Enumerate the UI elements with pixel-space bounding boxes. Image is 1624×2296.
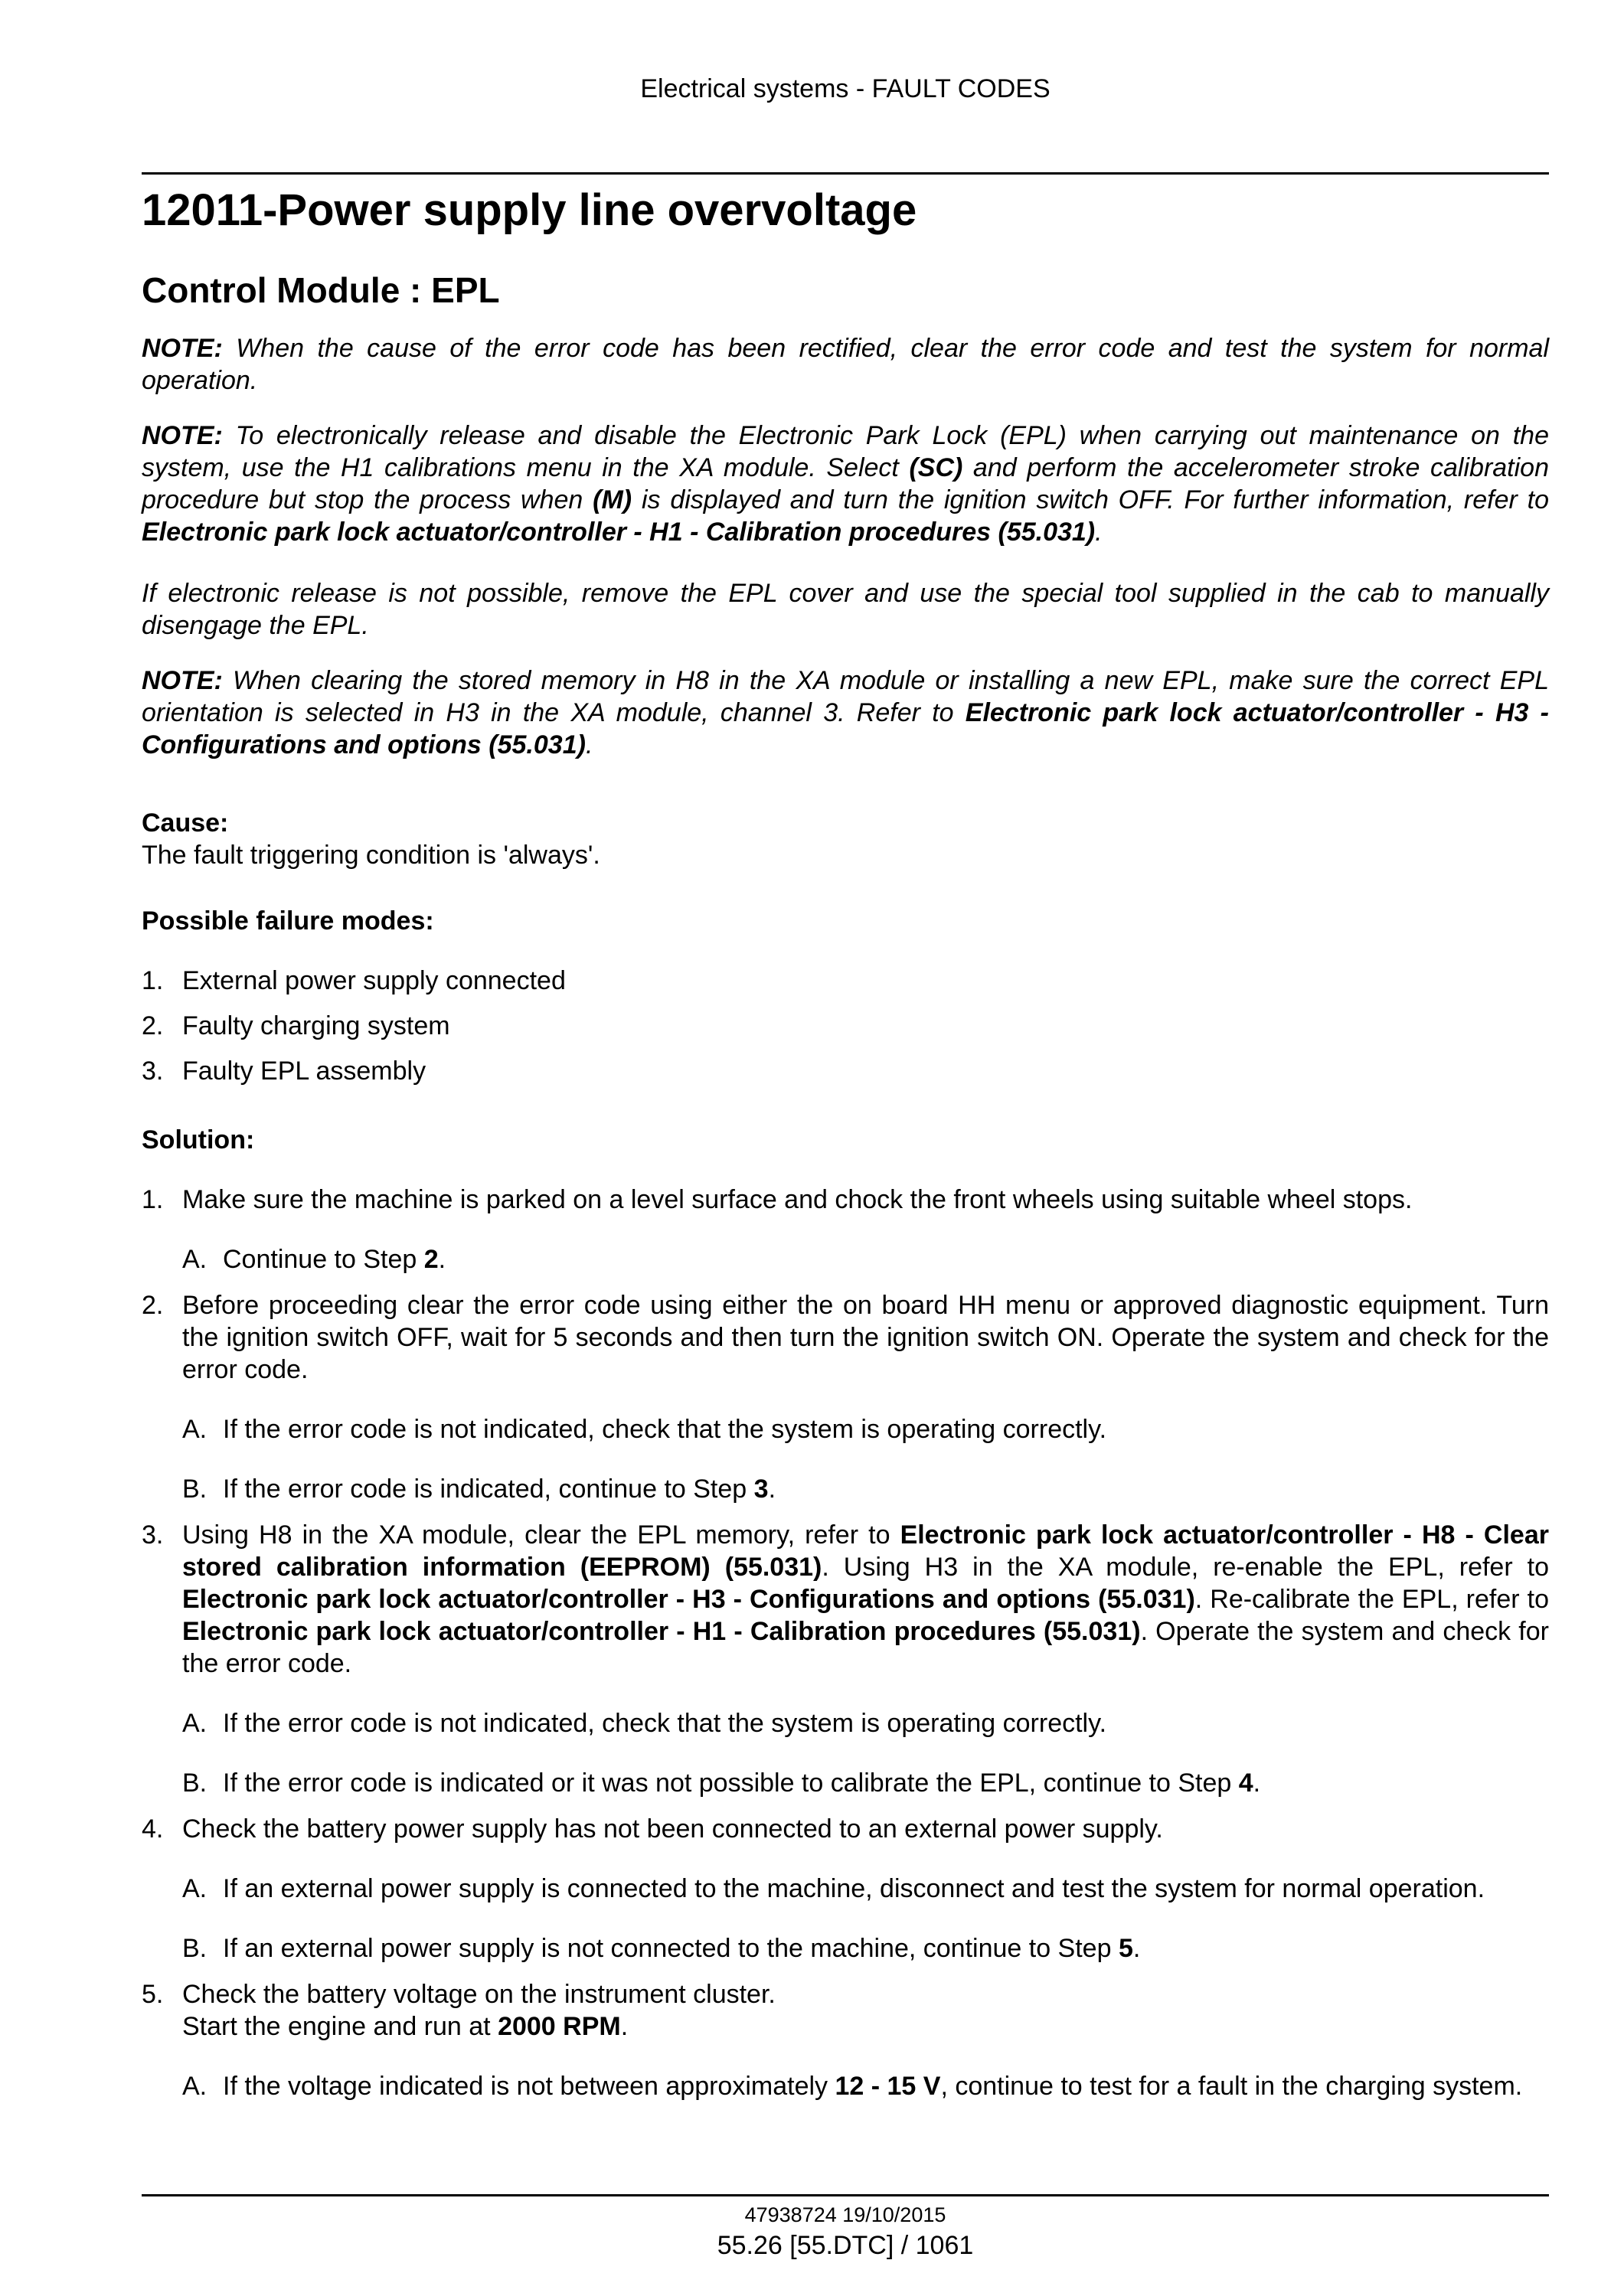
step-number: 2. (142, 1290, 164, 1320)
text-run: . Re-calibrate the EPL, refer to (1194, 1584, 1549, 1614)
text-run: . Operate the system and check for the error code. (182, 1616, 1549, 1678)
step-number: 4. (142, 1814, 164, 1844)
voltage-value: 12 - 15 V (835, 2071, 941, 2101)
substep (182, 1707, 1549, 1739)
substep-text: If the error code is not indicated, check that the system is operating correctly. (223, 1708, 1107, 1738)
substep-text (223, 1473, 1549, 1505)
substep-text (223, 1932, 1549, 1965)
step-reference: 3 (753, 1474, 769, 1504)
note-label: NOTE: (142, 333, 223, 363)
substep-text: If an external power supply is connected to the machine, disconnect and test the system for normal operation. (223, 1873, 1485, 1903)
text-run: Using H8 in the XA module, clear the EPL memory, refer to (182, 1520, 900, 1550)
list-number: 2. (142, 1011, 164, 1040)
cross-reference-link[interactable]: Electronic park lock actuator/controller - H3 - Configurations and options (55.031) (142, 697, 1549, 759)
failure-modes-label: Possible failure modes: (142, 906, 434, 936)
cross-reference-link[interactable]: Electronic park lock actuator/controller - H3 - Configurations and options (55.031) (182, 1584, 1195, 1614)
note-text: To electronically release and disable the Electronic Park Lock (EPL) when carrying out maintenance on the system, use the H1 calibrations menu in the XA module. Select (142, 420, 1549, 482)
step-substeps (182, 1873, 1549, 1965)
step-reference: 5 (1118, 1933, 1133, 1963)
list-item-text: External power supply connected (182, 965, 566, 995)
text-run: . (438, 1244, 446, 1274)
document-page (142, 0, 1549, 2116)
note-text: . (1095, 517, 1103, 547)
solution-step-2 (142, 1289, 1549, 1505)
step-substeps (182, 1707, 1549, 1799)
substep-marker: B. (182, 1474, 207, 1504)
substep-text: If the error code is not indicated, check that the system is operating correctly. (223, 1414, 1107, 1444)
list-item (142, 1010, 1549, 1042)
substep-text (223, 1243, 1549, 1275)
note-clear-error (142, 332, 1549, 397)
substep (182, 1767, 1549, 1799)
text-run: If an external power supply is not connected to the machine, continue to Step (223, 1933, 1119, 1963)
substep-text (223, 2070, 1549, 2102)
substep-marker: B. (182, 1933, 207, 1963)
text-run: . Using H3 in the XA module, re-enable the EPL, refer to (822, 1552, 1549, 1582)
substep-marker: A. (182, 1244, 207, 1274)
solution-step-3 (142, 1519, 1549, 1799)
cause-label: Cause: (142, 808, 229, 838)
page-reference: 55.26 [55.DTC] / 1061 (717, 2231, 974, 2260)
note-emphasis: (SC) (909, 452, 963, 482)
note-text: When the cause of the error code has been rectified, clear the error code and test the system for normal operation. (142, 333, 1549, 395)
page-footer (142, 2194, 1549, 2261)
header-rule (142, 172, 1549, 175)
document-id: 47938724 19/10/2015 (744, 2203, 946, 2226)
note-text: is displayed and turn the ignition switch OFF. For further information, refer to (632, 485, 1549, 514)
solution-steps (142, 1184, 1549, 2102)
text-run: Start the engine and run at (182, 2011, 498, 2041)
list-item (142, 1055, 1549, 1087)
note-text: and perform the accelerometer stroke calibration procedure but stop the process when (142, 452, 1549, 514)
text-run: . (1132, 1933, 1141, 1963)
substep-marker: A. (182, 1708, 207, 1738)
solution-label: Solution: (142, 1125, 255, 1155)
solution-step-4 (142, 1813, 1549, 1965)
note-text: . (585, 730, 593, 759)
step-substeps (182, 1243, 1549, 1275)
footer-rule (142, 2194, 1549, 2196)
substep-marker: A. (182, 1414, 207, 1444)
note-label: NOTE: (142, 665, 223, 695)
step-reference: 4 (1238, 1768, 1253, 1798)
text-run: . (620, 2011, 629, 2041)
step-substeps (182, 1413, 1549, 1505)
step-substeps (182, 2070, 1549, 2102)
text-run: , continue to test for a fault in the charging system. (940, 2071, 1523, 2101)
text-run: Continue to Step (223, 1244, 424, 1274)
substep (182, 1243, 1549, 1275)
text-run: If the error code is indicated or it was not possible to calibrate the EPL, continue to Step (223, 1768, 1239, 1798)
substep (182, 1413, 1549, 1445)
step-text: Make sure the machine is parked on a level surface and chock the front wheels using suitable wheel stops. (182, 1184, 1413, 1214)
step-reference: 2 (423, 1244, 439, 1274)
substep-marker: B. (182, 1768, 207, 1798)
list-number: 1. (142, 965, 164, 995)
list-item (142, 965, 1549, 997)
note-epl-release (142, 420, 1549, 548)
running-head: Electrical systems - FAULT CODES (640, 74, 1051, 103)
note-label: NOTE: (142, 420, 223, 450)
list-item-text: Faulty EPL assembly (182, 1056, 426, 1086)
substep-marker: A. (182, 1873, 207, 1903)
substep (182, 2070, 1549, 2102)
cause-text: The fault triggering condition is 'always'. (142, 840, 600, 870)
control-module-heading: Control Module : EPL (142, 269, 500, 310)
substep (182, 1932, 1549, 1965)
step-number: 3. (142, 1520, 164, 1550)
text-run: If the error code is indicated, continue to Step (223, 1474, 754, 1504)
step-text (182, 1519, 1549, 1680)
note-text: When clearing the stored memory in H8 in the XA module or installing a new EPL, make sure the correct EPL orientation is selected in H3 in the XA module, channel 3. Refer to (142, 665, 1549, 727)
solution-step-5 (142, 1978, 1549, 2102)
step-number: 5. (142, 1979, 164, 2009)
cross-reference-link[interactable]: Electronic park lock actuator/controller - H1 - Calibration procedures (55.031) (182, 1616, 1141, 1646)
text-run: . (1253, 1768, 1261, 1798)
manual-release-text: If electronic release is not possible, remove the EPL cover and use the special tool supplied in the cab to manually disengage the EPL. (142, 578, 1549, 640)
note-emphasis: (M) (593, 485, 632, 514)
substep-marker: A. (182, 2071, 207, 2101)
substep-text (223, 1767, 1549, 1799)
list-number: 3. (142, 1056, 164, 1086)
rpm-value: 2000 RPM (498, 2011, 621, 2041)
substep (182, 1473, 1549, 1505)
step-number: 1. (142, 1184, 164, 1214)
note-clear-memory (142, 665, 1549, 761)
step-text: Before proceeding clear the error code using either the on board HH menu or approved diagnostic equipment. Turn the ignition switch OFF, wait for 5 seconds and then turn the ignition switch ON. Operate the system and check for the error code. (182, 1290, 1549, 1384)
list-item-text: Faulty charging system (182, 1011, 450, 1040)
substep (182, 1873, 1549, 1905)
text-run: . (768, 1474, 776, 1504)
text-run: Check the battery voltage on the instrument cluster. (182, 1979, 776, 2009)
step-text (182, 1978, 1549, 2043)
solution-step-1 (142, 1184, 1549, 1275)
step-text: Check the battery power supply has not been connected to an external power supply. (182, 1814, 1163, 1844)
text-run: If the voltage indicated is not between approximately (223, 2071, 835, 2101)
failure-modes-list (142, 965, 1549, 1087)
page-title: 12011-Power supply line overvoltage (142, 185, 917, 235)
cross-reference-link[interactable]: Electronic park lock actuator/controller - H1 - Calibration procedures (55.031) (142, 517, 1096, 547)
cross-reference-link[interactable]: Electronic park lock actuator/controller - H8 - Clear stored calibration information (EEPROM) (55.031) (182, 1520, 1549, 1582)
